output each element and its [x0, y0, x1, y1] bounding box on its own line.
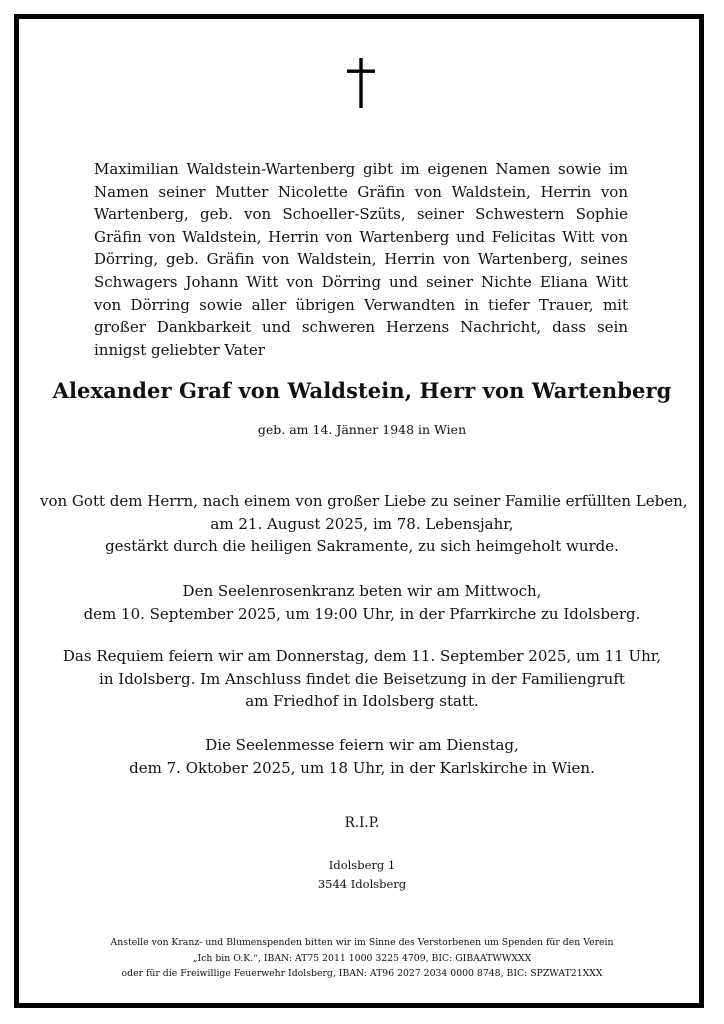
death-line: gestärkt durch die heiligen Sakramente, zu sich heimgeholt wurde.	[105, 537, 619, 555]
address-line: Idolsberg 1	[328, 858, 396, 872]
requiem-line: Das Requiem feiern wir am Donnerstag, dem 11. September 2025, um 11 Uhr,	[62, 647, 662, 665]
requiem-line: in Idolsberg. Im Anschluss findet die Beisetzung in der Familiengruft	[99, 669, 625, 688]
requiem-notice	[40, 645, 684, 713]
cross-icon	[343, 58, 379, 108]
rosary-line: Den Seelenrosenkranz beten wir am Mittwoch,	[182, 582, 542, 600]
requiem-mass-notice	[40, 734, 684, 779]
intro-text: Maximilian Waldstein-Wartenberg gibt im eigenen Namen sowie im Namen seiner Mutter Nicolette Gräfin von Waldstein, Herrin von Wartenberg, geb. von Schoeller-Szüts, seiner Schwestern Sophie Gräfin von Waldstein, Herrin von Wartenberg und Felicitas Witt von Dörring, geb. Gräfin von Waldstein, Herrin von Wartenberg, seines Schwagers Johann Witt von Dörring und seiner Nichte Eliana Witt von Dörring sowie aller übrigen Verwandten in tiefer Trauer, mit großer Dankbarkeit und schweren Herzens Nachricht, dass sein innigst geliebter Vater	[94, 160, 628, 359]
deceased-name: Alexander Graf von Waldstein, Herr von Wartenberg	[52, 378, 672, 403]
rosary-line: dem 10. September 2025, um 19:00 Uhr, in der Pfarrkirche zu Idolsberg.	[83, 604, 641, 623]
donation-notice	[0, 935, 724, 982]
mass-line: Die Seelenmesse feiern wir am Dienstag,	[205, 736, 519, 754]
mass-line: dem 7. Oktober 2025, um 18 Uhr, in der Karlskirche in Wien.	[129, 758, 595, 777]
death-notice	[40, 490, 688, 558]
address-line: 3544 Idolsberg	[317, 877, 407, 891]
rosary-notice	[40, 580, 684, 625]
announcement-intro	[94, 158, 628, 361]
death-line: von Gott dem Herrn, nach einem von großer Liebe zu seiner Familie erfüllten Leben,	[40, 492, 688, 510]
donation-line: oder für die Freiwillige Feuerwehr Idolsberg, IBAN: AT96 2027 2034 0000 8748, BIC: SPZWAT21XXX	[121, 968, 603, 979]
death-line: am 21. August 2025, im 78. Lebensjahr,	[210, 514, 514, 533]
donation-line: Anstelle von Kranz- und Blumenspenden bitten wir im Sinne des Verstorbenen um Spenden für den Verein	[110, 937, 614, 948]
rip-text: R.I.P.	[344, 815, 380, 831]
requiem-line: am Friedhof in Idolsberg statt.	[245, 692, 479, 710]
birth-line: geb. am 14. Jänner 1948 in Wien	[257, 422, 467, 437]
address-block	[0, 856, 724, 894]
donation-line: „Ich bin O.K.“, IBAN: AT75 2011 1000 3225 4709, BIC: GIBAATWWXXX	[192, 952, 532, 964]
